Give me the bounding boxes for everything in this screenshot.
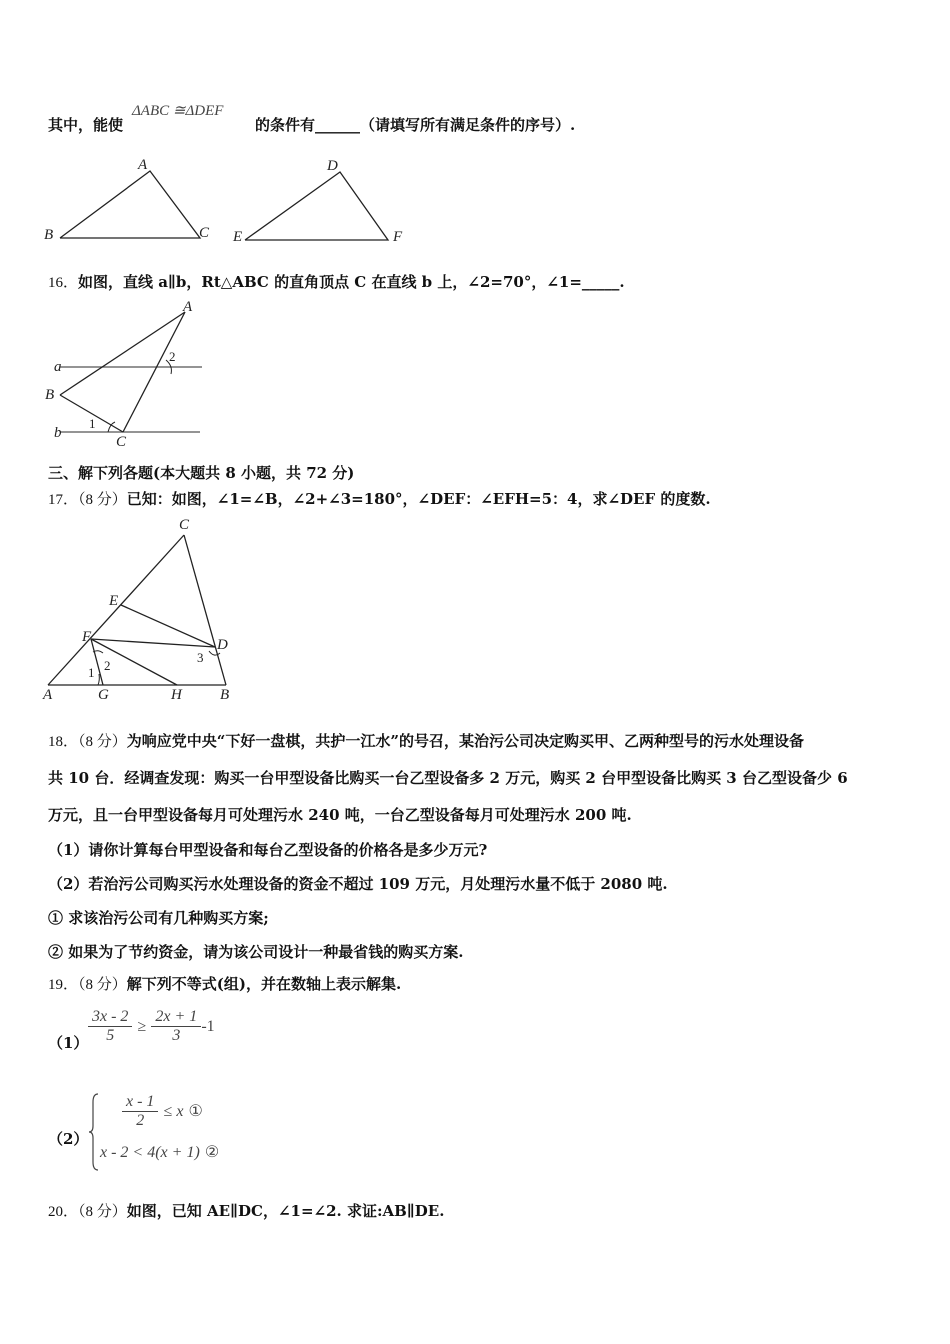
row1-rest: ≤ x xyxy=(163,1103,184,1120)
q16-number: 16． xyxy=(48,275,79,291)
q19-part2-label: （2） xyxy=(48,1130,89,1148)
q19-number: 19． xyxy=(48,977,79,993)
fig15-triangles xyxy=(40,155,420,250)
q18-sub2: （2）若治污公司购买污水处理设备的资金不超过 109 万元，月处理污水量不低于 2080 吨. xyxy=(48,875,668,893)
fraction-2: $\frac{2x + 1}{3}$ xyxy=(151,1008,201,1045)
brace xyxy=(88,1092,100,1172)
q20-number: 20． xyxy=(48,1204,79,1220)
label-G: G xyxy=(98,687,109,703)
fig17-triangle xyxy=(40,512,240,702)
q20-line xyxy=(48,1201,444,1222)
label-a: a xyxy=(54,359,62,375)
label-C: C xyxy=(199,225,210,241)
label-E: E xyxy=(233,229,243,245)
label-b: b xyxy=(54,425,62,441)
label-D: D xyxy=(217,637,228,653)
label-F: F xyxy=(82,629,92,645)
mark-2: ② xyxy=(204,1144,220,1161)
congruence-expression: ΔABC ≅ΔDEF xyxy=(132,103,224,119)
fraction-1: $\frac{3x - 2}{5}$ xyxy=(88,1008,132,1045)
q18-sub2b: ② 如果为了节约资金，请为该公司设计一种最省钱的购买方案. xyxy=(48,943,464,961)
q15-prefix: 其中，能使 xyxy=(48,116,124,134)
q16-text: 如图，直线 a∥b，Rt△ABC 的直角顶点 C 在直线 b 上，∠2=70°，∠1=_____. xyxy=(78,273,625,291)
q17-text: 已知：如图，∠1=∠B，∠2+∠3=180°，∠DEF：∠EFH=5：4，求∠DEF 的度数. xyxy=(126,490,711,508)
label-E: E xyxy=(109,593,119,609)
q19-part2-row1 xyxy=(122,1093,203,1130)
mark-1: ① xyxy=(188,1103,203,1120)
q18-score: （8 分） xyxy=(78,734,127,750)
q18-sub1: （1）请你计算每台甲型设备和每台乙型设备的价格各是多少万元? xyxy=(48,841,488,859)
triangle-def xyxy=(245,172,388,240)
fraction-3: $\frac{x - 1}{2}$ xyxy=(122,1093,158,1130)
label-D: D xyxy=(327,158,338,174)
label-1: 1 xyxy=(89,416,96,431)
relation: ≥ xyxy=(137,1018,147,1035)
section3-title: 三、解下列各题(本大题共 8 小题，共 72 分) xyxy=(48,464,355,482)
q18-sub2a: ① 求该治污公司有几种购买方案; xyxy=(48,909,269,927)
triangle-abc xyxy=(60,171,200,238)
label-2: 2 xyxy=(104,658,111,673)
q20-score: （8 分） xyxy=(78,1204,127,1220)
label-F: F xyxy=(393,229,403,245)
q15-condition-line xyxy=(48,115,123,135)
q19-part1-label: （1） xyxy=(48,1034,89,1052)
q19-part1-inequality xyxy=(88,1008,215,1045)
tail: -1 xyxy=(201,1018,215,1035)
q17-score: （8 分） xyxy=(78,492,127,508)
q18-line3: 万元，且一台甲型设备每月可处理污水 240 吨，一台乙型设备每月可处理污水 200 吨. xyxy=(48,806,632,824)
fig16-parallel-lines xyxy=(40,300,220,448)
label-1: 1 xyxy=(88,665,95,680)
q16-line xyxy=(48,272,625,293)
label-B: B xyxy=(45,387,55,403)
label-B: B xyxy=(44,227,54,243)
q20-text: 如图，已知 AE∥DC，∠1=∠2. 求证:AB∥DE. xyxy=(126,1202,445,1220)
q17-number: 17． xyxy=(48,492,79,508)
q15-suffix: 的条件有______（请填写所有满足条件的序号）. xyxy=(255,116,576,134)
q19-part2-row2 xyxy=(100,1142,219,1162)
q18-text1: 为响应党中央“下好一盘棋，共护一江水”的号召，某治污公司决定购买甲、乙两种型号的污水处理设备 xyxy=(126,732,805,750)
label-B: B xyxy=(220,687,230,703)
q18-line2: 共 10 台．经调查发现：购买一台甲型设备比购买一台乙型设备多 2 万元，购买 2 台甲型设备比购买 3 台乙型设备少 6 xyxy=(48,769,848,787)
label-2: 2 xyxy=(169,349,176,364)
label-C: C xyxy=(179,517,190,533)
q19-text: 解下列不等式(组)，并在数轴上表示解集. xyxy=(126,975,402,993)
q18-line1 xyxy=(48,731,804,752)
q18-number: 18． xyxy=(48,734,79,750)
q19-score: （8 分） xyxy=(78,977,127,993)
label-3: 3 xyxy=(197,650,204,665)
label-A: A xyxy=(183,299,193,315)
label-H: H xyxy=(171,687,182,703)
label-A: A xyxy=(43,687,53,703)
q17-line xyxy=(48,489,711,510)
label-C: C xyxy=(116,434,127,450)
q19-line xyxy=(48,974,401,995)
row2-expr: x - 2 < 4(x + 1) xyxy=(100,1144,200,1161)
label-A: A xyxy=(138,157,148,173)
